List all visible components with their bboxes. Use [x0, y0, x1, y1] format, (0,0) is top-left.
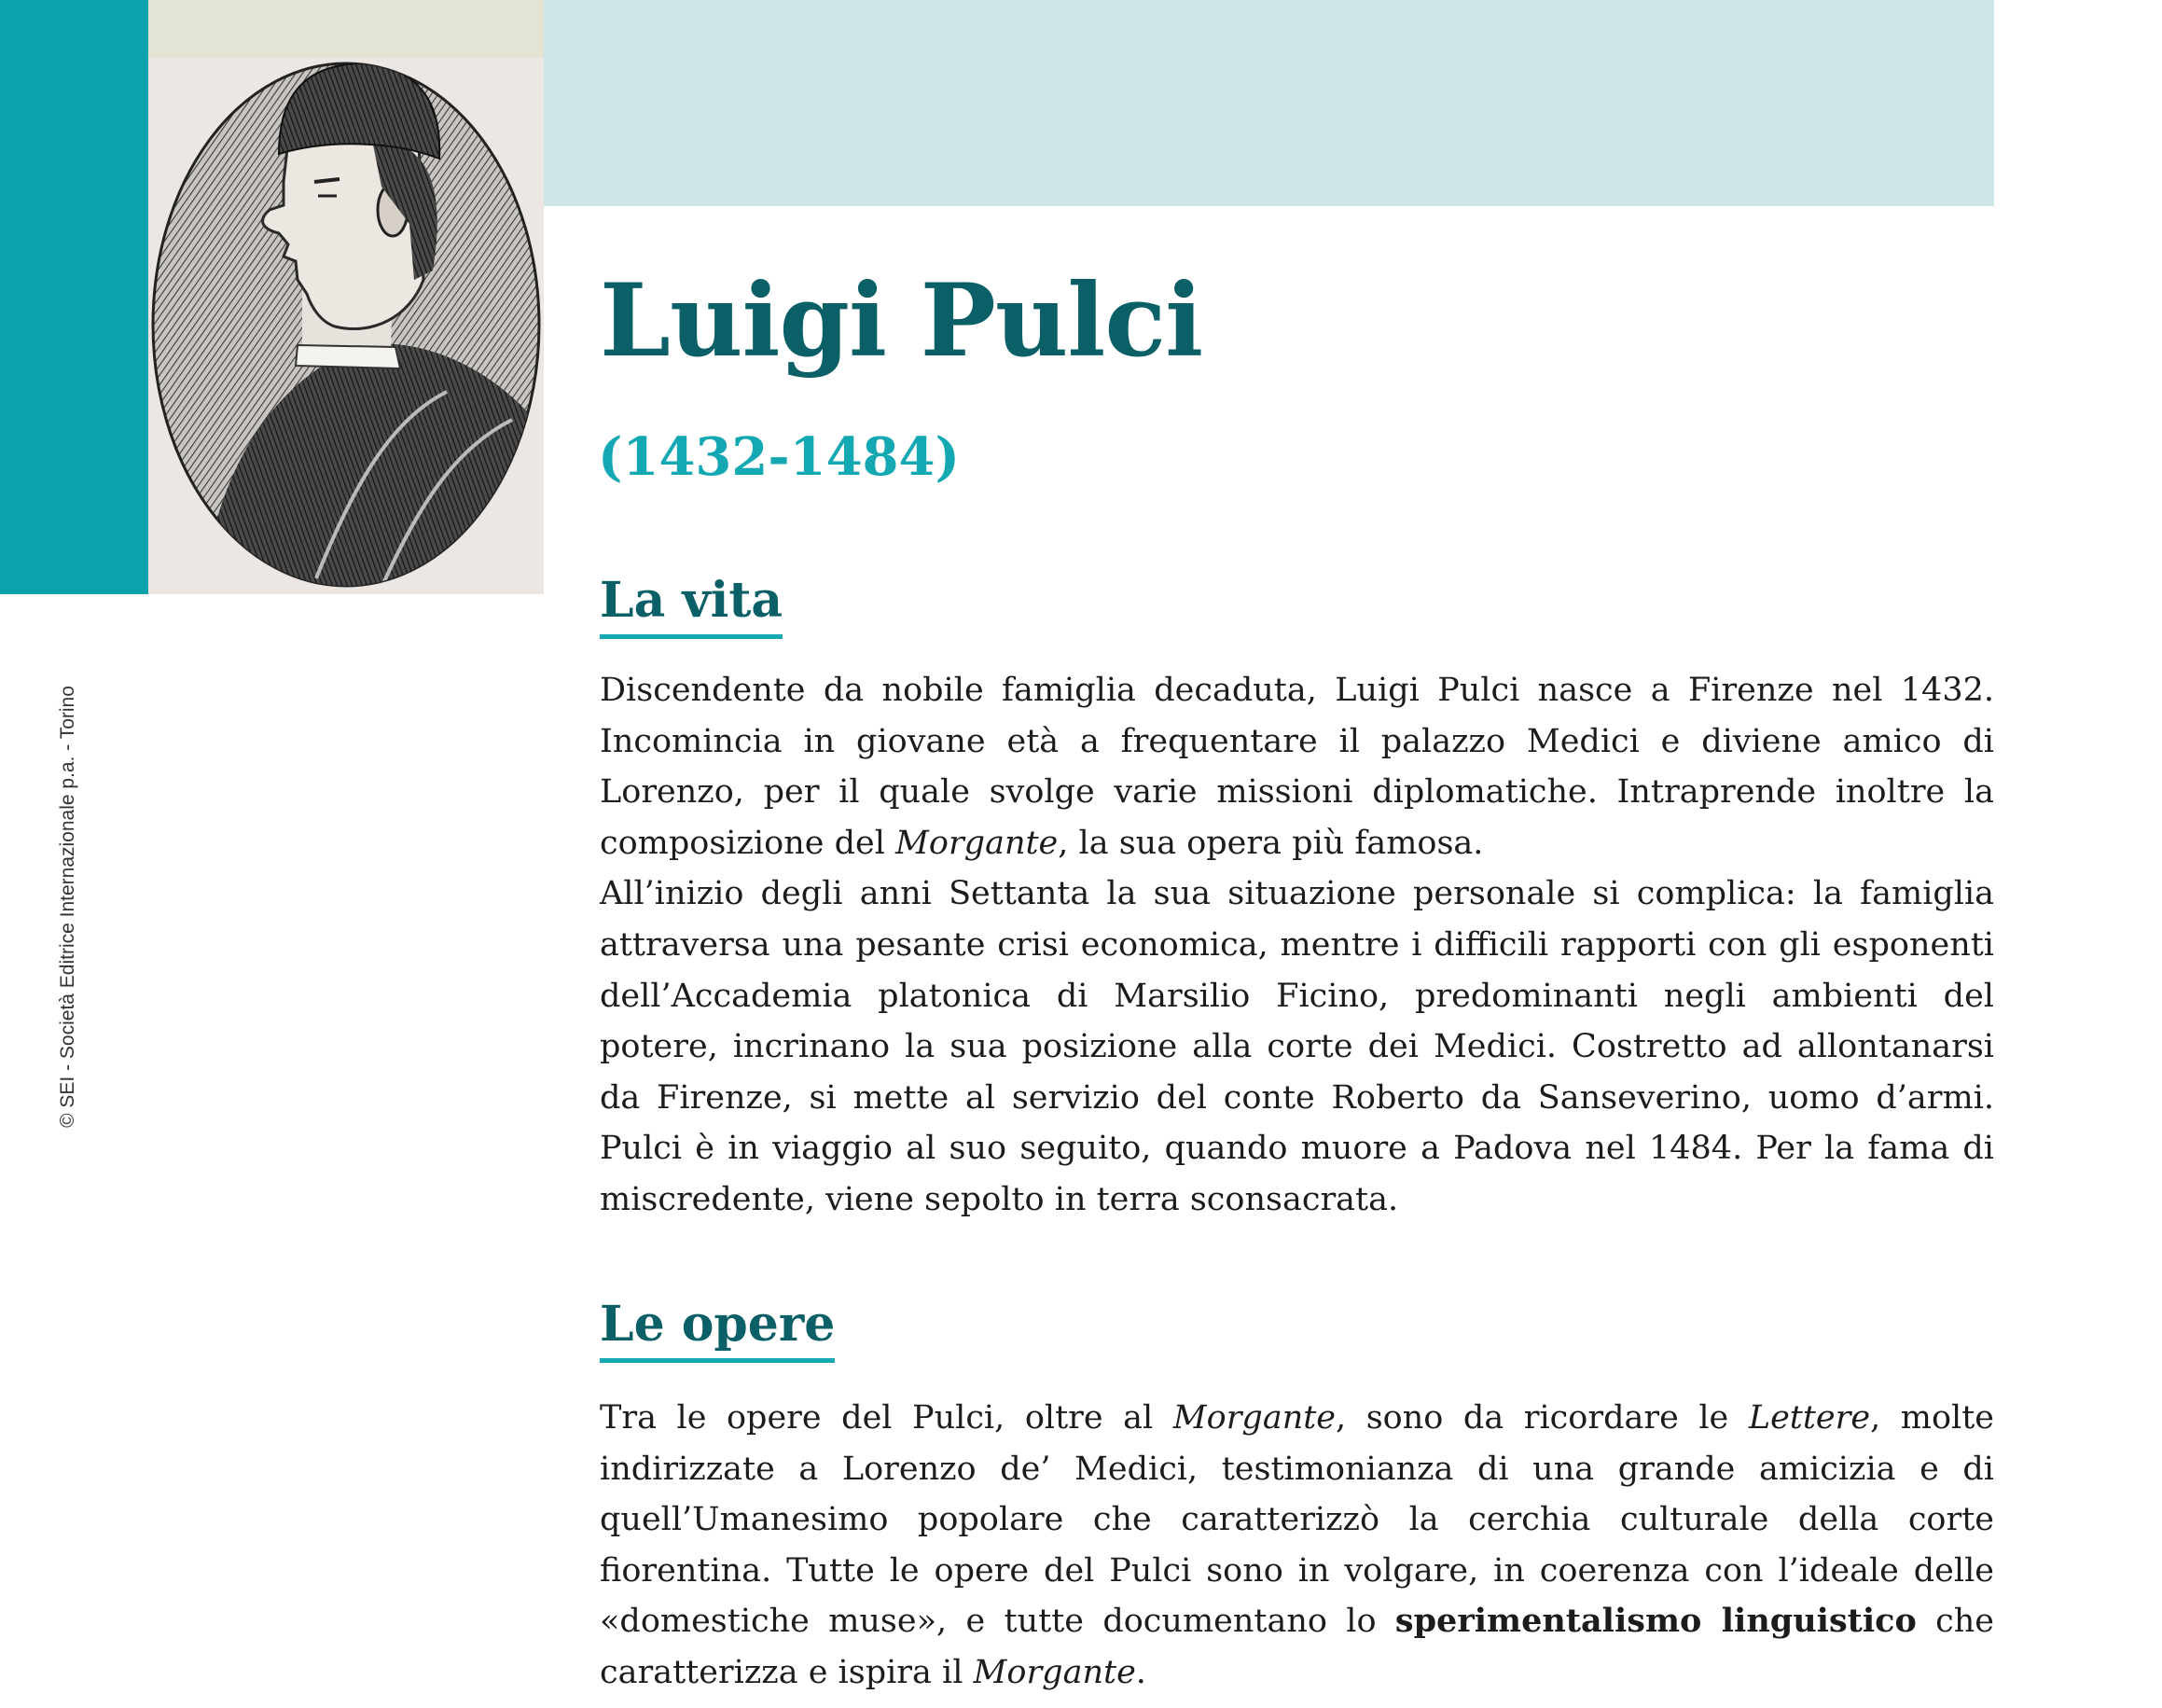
la-vita-text [600, 665, 1994, 1226]
la-vita-paragraph-1: Discendente da nobile famiglia decaduta, Luigi Pulci nasce a Firenze nel 1432. Incomincia in giovane età a frequentare il palazzo Medici e diviene amico di Lorenzo, per il quale svolge varie missioni diplomatiche. Intraprende inoltre la composizione del Morgante, la sua opera più famosa. [600, 672, 1994, 862]
side-color-band [0, 0, 148, 594]
top-color-band [544, 0, 1994, 206]
le-opere-text [600, 1393, 1994, 1699]
engraved-portrait-icon [148, 0, 544, 594]
copyright-notice: © SEI - Società Editrice Internazionale p.a. - Torino [57, 686, 78, 1128]
page-title: Luigi Pulci [600, 262, 1203, 380]
section-heading-le-opere: Le opere [600, 1300, 835, 1363]
section-heading-la-vita: La vita [600, 576, 783, 639]
life-dates: (1432-1484) [598, 426, 960, 488]
la-vita-paragraph-2: All’inizio degli anni Settanta la sua situazione personale si complica: la famiglia attraversa una pesante crisi economica, mentre i difficili rapporti con gli esponenti dell’Accademia platonica di Marsilio Ficino, predominanti negli ambienti del potere, incrinano la sua posizione alla corte dei Medici. Costretto ad allontanarsi da Firenze, si mette al servizio del conte Roberto da Sanseverino, uomo d’armi. Pulci è in viaggio al suo seguito, quando muore a Padova nel 1484. Per la fama di miscredente, viene sepolto in terra sconsacrata. [600, 875, 1994, 1218]
portrait-frame [148, 0, 544, 594]
le-opere-paragraph: Tra le opere del Pulci, oltre al Morgante, sono da ricordare le Lettere, molte indirizzate a Lorenzo de’ Medici, testimonianza di una grande amicizia e di quell’Umanesimo popolare che caratterizzò la cerchia culturale della corte fiorentina. Tutte le opere del Pulci sono in volgare, in coerenza con l’ideale delle «domestiche muse», e tutte documentano lo sperimentalismo linguistico che caratterizza e ispira il Morgante. [600, 1399, 1995, 1691]
